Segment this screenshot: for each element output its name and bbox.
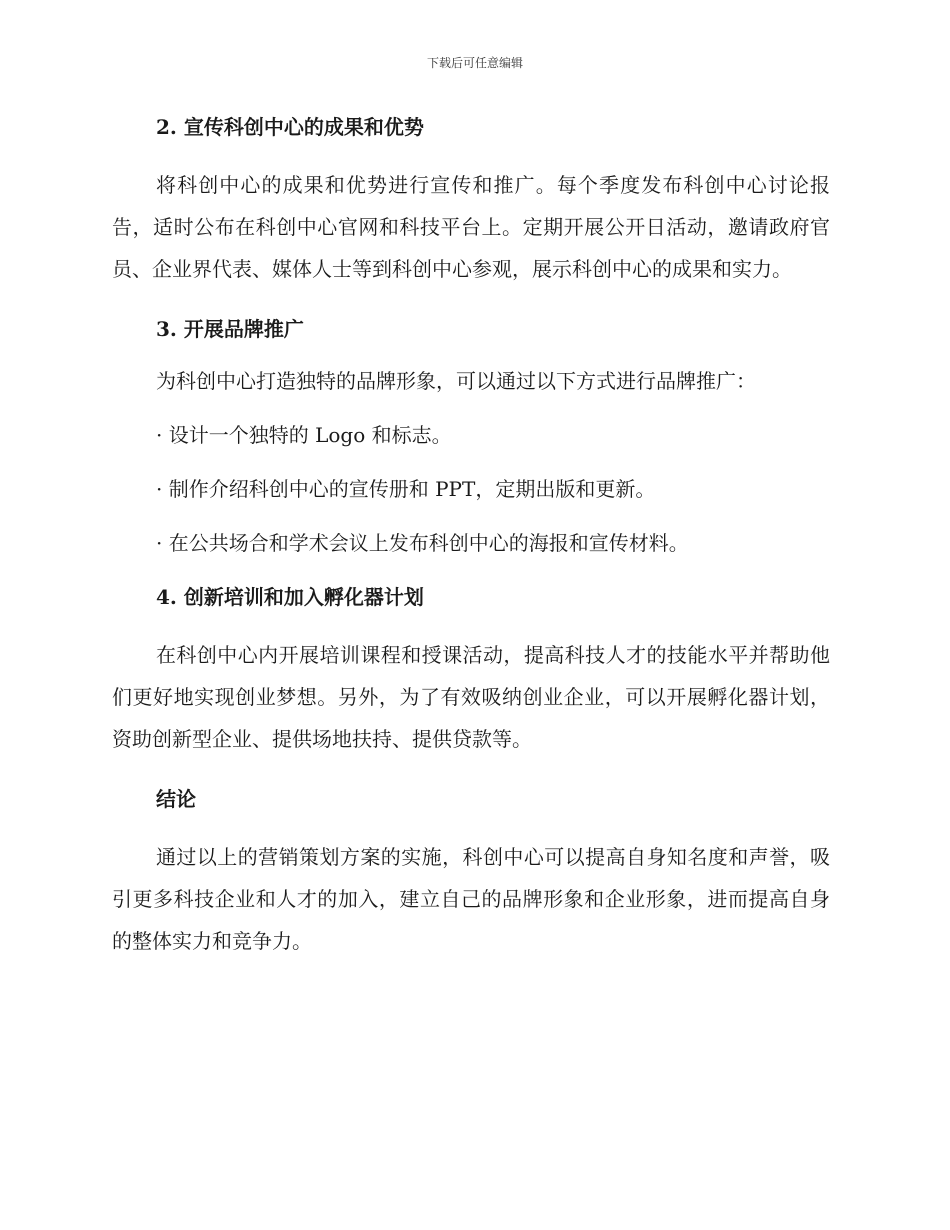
header-note: 下载后可任意编辑: [426, 56, 523, 70]
section-4-paragraph: 在科创中心内开展培训课程和授课活动，提高科技人才的技能水平并帮助他们更好地实现创业梦想。另外，为了有效吸纳创业企业，可以开展孵化器计划，资助创新型企业、提供场地扶持、提供贷款等。: [112, 643, 830, 751]
conclusion-paragraph: 通过以上的营销策划方案的实施，科创中心可以提高自身知名度和声誉，吸引更多科技企业和人才的加入，建立自己的品牌形象和企业形象，进而提高自身的整体实力和竞争力。: [112, 845, 830, 953]
section-2-paragraph: 将科创中心的成果和优势进行宣传和推广。每个季度发布科创中心讨论报告，适时公布在科创中心官网和科技平台上。定期开展公开日活动，邀请政府官员、企业界代表、媒体人士等到科创中心参观，展示科创中心的成果和实力。: [112, 173, 830, 281]
bullet-item-2: · 制作介绍科创中心的宣传册和 PPT，定期出版和更新。: [156, 477, 656, 501]
section-4-heading: 4. 创新培训和加入孵化器计划: [156, 585, 424, 609]
section-3-intro: 为科创中心打造独特的品牌形象，可以通过以下方式进行品牌推广：: [156, 369, 756, 393]
bullet-item-1: · 设计一个独特的 Logo 和标志。: [156, 423, 452, 447]
section-2-heading: 2. 宣传科创中心的成果和优势: [156, 115, 424, 139]
section-3-heading: 3. 开展品牌推广: [156, 317, 304, 341]
bullet-item-3: · 在公共场合和学术会议上发布科创中心的海报和宣传材料。: [156, 531, 689, 555]
conclusion-heading: 结论: [156, 787, 196, 811]
document-body: [112, 112, 830, 976]
